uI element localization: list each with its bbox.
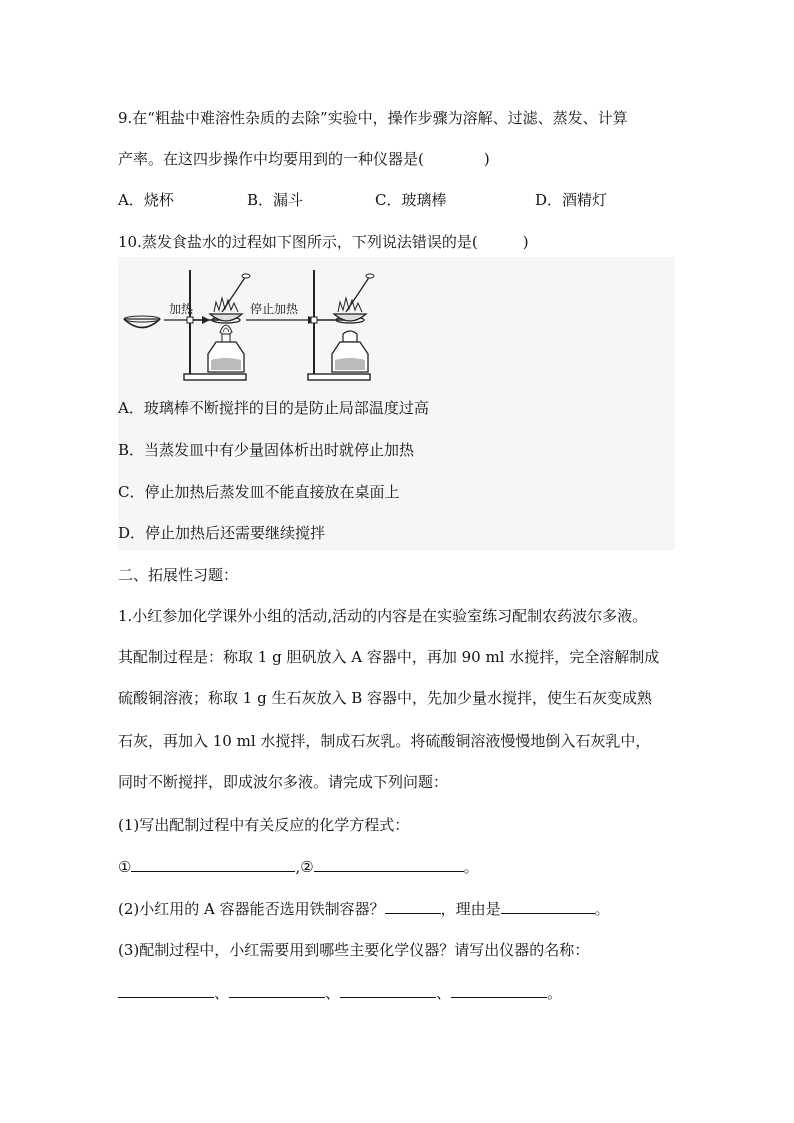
- q9-option-b: B．漏斗: [247, 191, 304, 209]
- q9-option-d: D．酒精灯: [535, 191, 608, 209]
- reason-blank[interactable]: [501, 898, 595, 914]
- q10-option-b: B．当蒸发皿中有少量固体析出时就停止加热: [118, 441, 415, 459]
- sub3-end-mark: 。: [547, 984, 563, 1002]
- q9-option-c: C．玻璃棒: [375, 191, 447, 209]
- dish-on-ring-2-icon: [334, 274, 374, 321]
- arrow-stop-heat-icon: [246, 316, 316, 324]
- instrument-4-blank[interactable]: [451, 982, 547, 998]
- evaporation-figure: [118, 262, 408, 384]
- s2q1-sub3-answer-line: [118, 982, 562, 1003]
- q10-option-d: D．停止加热后还需要继续搅拌: [118, 524, 326, 542]
- label-heat: 加热: [169, 302, 194, 316]
- sub1-end-mark: 。: [463, 858, 479, 876]
- s2q1-line5: 同时不断搅拌，即成波尔多液。请完成下列问题：: [118, 773, 449, 791]
- sep-2: 、: [325, 984, 341, 1002]
- sub2-question: (2)小红用的 A 容器能否选用铁制容器？: [118, 900, 385, 918]
- s2q1-sub1-answer-line: [118, 856, 479, 877]
- circled-one: ①: [118, 858, 132, 876]
- alcohol-lamp-capped-icon: [332, 331, 368, 372]
- s2q1-line2: 其配制过程是：称取 1 g 胆矾放入 A 容器中，再加 90 ml 水搅拌，完全溶解制成: [118, 648, 660, 666]
- q9-option-a: A．烧杯: [118, 191, 174, 209]
- s2q1-line1: 1.小红参加化学课外小组的活动,活动的内容是在实验室练习配制农药波尔多液。: [118, 607, 648, 625]
- instrument-3-blank[interactable]: [340, 982, 436, 998]
- q10-stem: 10.蒸发食盐水的过程如下图所示，下列说法错误的是( ): [118, 233, 529, 251]
- q10-option-a: A．玻璃棒不断搅拌的目的是防止局部温度过高: [118, 399, 429, 417]
- dish-on-ring-1-icon: [210, 274, 250, 321]
- equation-2-blank[interactable]: [314, 856, 464, 872]
- instrument-2-blank[interactable]: [229, 982, 325, 998]
- iron-container-answer-blank[interactable]: [385, 898, 441, 914]
- s2q1-sub1: (1)写出配制过程中有关反应的化学方程式：: [118, 816, 410, 834]
- s2q1-sub2: [118, 898, 610, 919]
- s2q1-sub3: (3)配制过程中，小红需要用到哪些主要化学仪器？请写出仪器的名称：: [118, 941, 590, 959]
- s2q1-line3: 硫酸铜溶液；称取 1 g 生石灰放入 B 容器中，先加少量水搅拌，使生石灰变成熟: [118, 689, 653, 707]
- q10-option-c: C．停止加热后蒸发皿不能直接放在桌面上: [118, 483, 400, 501]
- s2q1-line4: 石灰，再加入 10 ml 水搅拌，制成石灰乳。将硫酸铜溶液慢慢地倒入石灰乳中，: [118, 732, 651, 750]
- alcohol-lamp-lit-icon: [208, 325, 244, 372]
- q9-stem-line2: 产率。在这四步操作中均要用到的一种仪器是( ): [118, 150, 490, 168]
- sep-3: 、: [436, 984, 452, 1002]
- instrument-1-blank[interactable]: [118, 982, 214, 998]
- sub2-end-mark: 。: [594, 900, 610, 918]
- circled-two: ,②: [295, 858, 314, 876]
- sep-1: 、: [214, 984, 230, 1002]
- evaporating-dish-icon: [124, 316, 160, 328]
- sub2-reason-label: ，理由是: [440, 900, 501, 918]
- q9-stem-line1: 9.在“粗盐中难溶性杂质的去除”实验中，操作步骤为溶解、过滤、蒸发、计算: [118, 109, 628, 127]
- section2-heading: 二、拓展性习题：: [118, 566, 239, 584]
- label-stop-heat: 停止加热: [250, 302, 299, 316]
- equation-1-blank[interactable]: [131, 856, 295, 872]
